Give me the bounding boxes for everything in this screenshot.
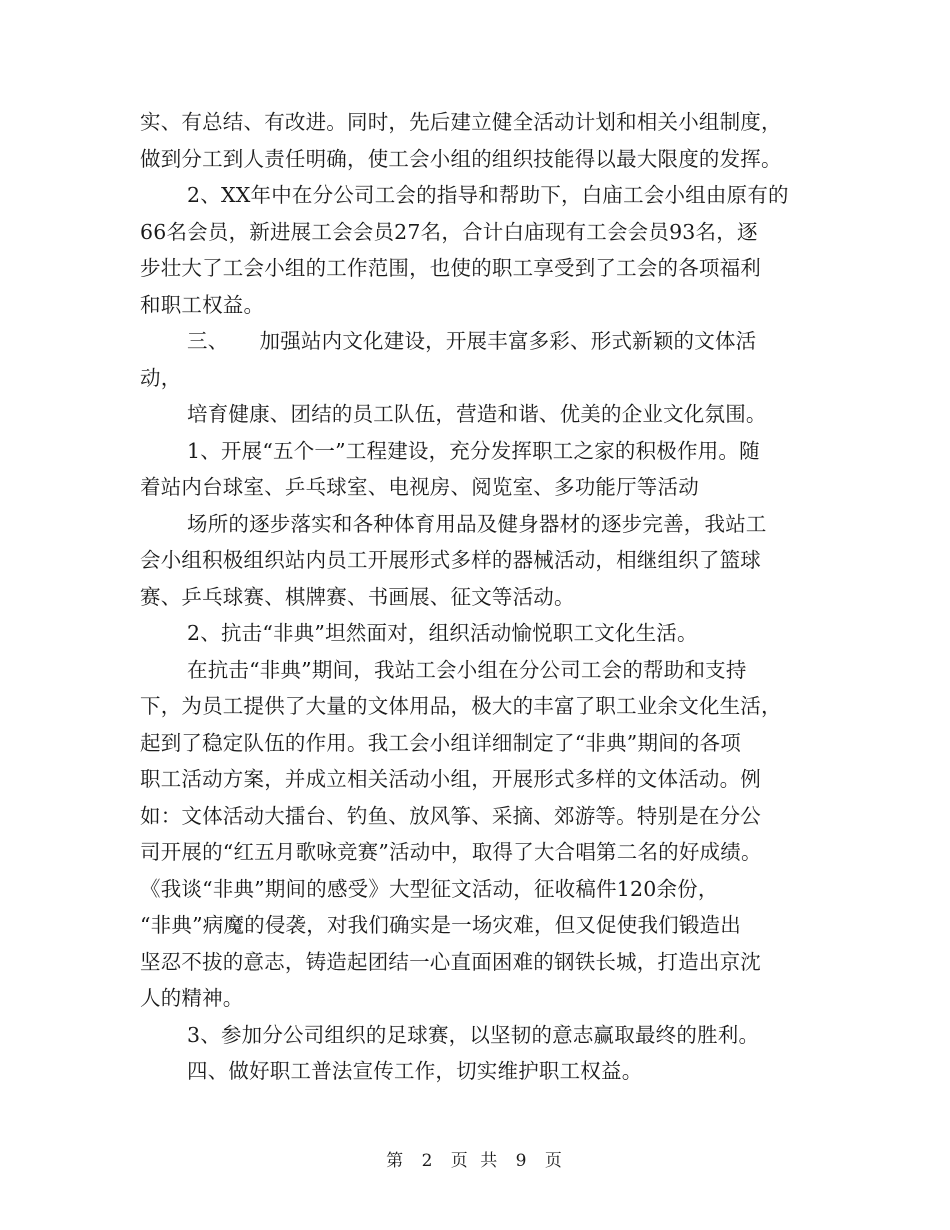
footer-prefix: 第	[386, 1151, 406, 1171]
text-line: 人的精神。	[140, 986, 244, 1010]
text-line: 场所的逐步落实和各种体育用品及健身器材的逐步完善，我站工	[187, 511, 767, 536]
text-line: 实、有总结、有改进。同时，先后建立健全活动计划和相关小组制度，	[140, 110, 782, 134]
total-pages-number: 9	[515, 1151, 529, 1171]
section-heading: 四、做好职工普法宣传工作，切实维护职工权益。	[187, 1059, 643, 1083]
text-line: 下，为员工提供了大量的文体用品，极大的丰富了职工业余文化生活，	[140, 694, 782, 718]
text-line: 如：文体活动大擂台、钓鱼、放风筝、采摘、郊游等。特别是在分公	[140, 803, 761, 828]
text-line: 做到分工到人责任明确，使工会小组的组织技能得以最大限度的发挥。	[140, 146, 782, 171]
footer-suffix: 页	[544, 1151, 564, 1171]
text-line: 培育健康、团结的员工队伍，营造和谐、优美的企业文化氛围。	[187, 402, 767, 426]
text-line: 坚忍不拔的意志，铸造起团结一心直面困难的钢铁长城，打造出京沈	[140, 949, 761, 974]
text-line: 司开展的“红五月歌咏竞赛”活动中，取得了大合唱第二名的好成绩。	[140, 840, 762, 864]
text-line: 着站内台球室、乒乓球室、电视房、阅览室、多功能厅等活动	[140, 475, 699, 499]
text-line: 和职工权益。	[140, 292, 265, 317]
text-line: 赛、乒乓球赛、棋牌赛、书画展、征文等活动。	[140, 584, 575, 609]
text-line: 2、抗击“非典”坦然面对，组织活动愉悦职工文化生活。	[187, 621, 698, 645]
text-line: “非典”病魔的侵袭，对我们确实是一场灾难，但又促使我们锻造出	[140, 913, 741, 937]
text-line: 动，	[140, 365, 182, 390]
text-line: 3、参加分公司组织的足球赛，以坚韧的意志赢取最终的胜利。	[187, 1022, 760, 1047]
section-heading: 三、 加强站内文化建设，开展丰富多彩、形式新颖的文体活	[187, 329, 757, 353]
current-page-number: 2	[421, 1151, 435, 1171]
text-line: 职工活动方案，并成立相关活动小组，开展形式多样的文体活动。例	[140, 767, 761, 791]
text-line: 《我谈“非典”期间的感受》大型征文活动，征收稿件120余份，	[140, 876, 719, 901]
text-line: 1、开展“五个一”工程建设，充分发挥职工之家的积极作用。随	[187, 438, 760, 463]
document-body	[140, 104, 820, 1090]
text-line: 起到了稳定队伍的作用。我工会小组详细制定了“非典”期间的各项	[140, 730, 741, 755]
footer-middle: 页 共	[450, 1151, 500, 1171]
text-line: 66名会员，新进展工会会员27名，合计白庙现有工会会员93名，逐	[140, 219, 758, 244]
text-line: 步壮大了工会小组的工作范围，也使的职工享受到了工会的各项福利	[140, 256, 761, 280]
text-line: 会小组积极组织站内员工开展形式多样的器械活动，相继组织了篮球	[140, 548, 761, 572]
text-line: 2、XX年中在分公司工会的指导和帮助下，白庙工会小组由原有的	[187, 183, 789, 207]
page-footer	[0, 1146, 950, 1171]
text-line: 在抗击“非典”期间，我站工会小组在分公司工会的帮助和支持	[187, 657, 747, 682]
